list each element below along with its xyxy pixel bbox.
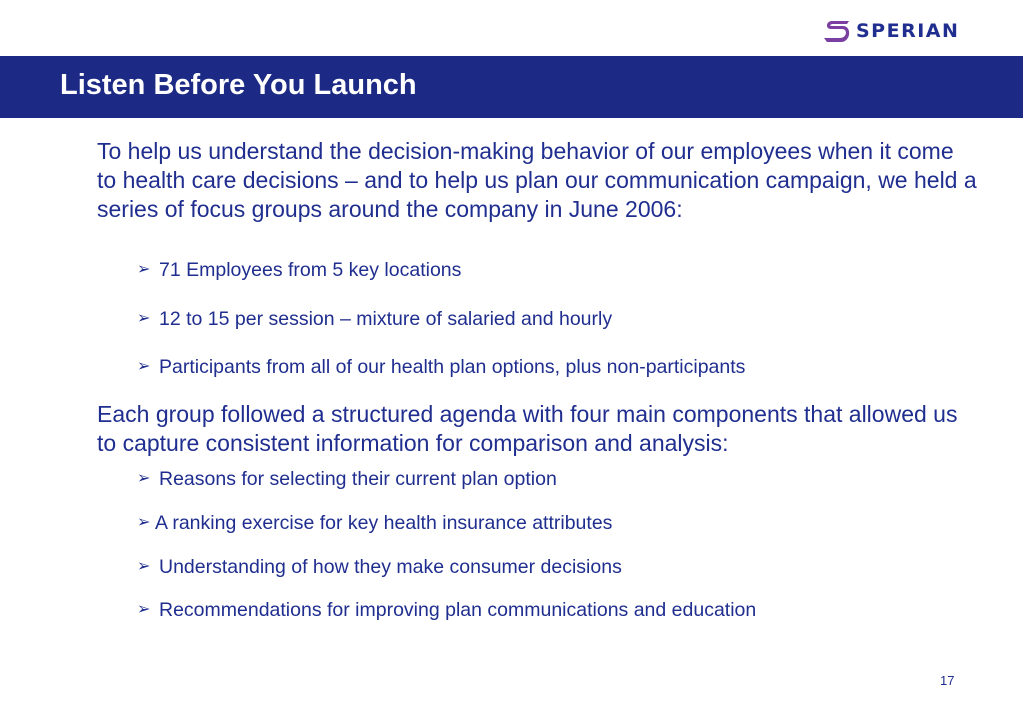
sperian-logo-text: SPERIAN [856, 20, 960, 42]
bullet-item [137, 355, 745, 379]
bullet-item [137, 307, 612, 331]
arrow-bullet-icon: ➢ [137, 601, 151, 618]
slide-title: Listen Before You Launch [60, 69, 417, 101]
arrow-bullet-icon: ➢ [137, 470, 151, 487]
bullet-text: Reasons for selecting their current plan option [159, 468, 557, 490]
arrow-bullet-icon: ➢ [137, 261, 151, 278]
arrow-bullet-icon: ➢ [137, 310, 151, 327]
bullet-text: Recommendations for improving plan communications and education [159, 599, 757, 621]
bullet-text: 71 Employees from 5 key locations [159, 259, 462, 281]
agenda-paragraph: Each group followed a structured agenda with four main components that allowed us to capture consistent information for comparison and analysis: [97, 401, 958, 456]
bullet-item [137, 598, 756, 622]
arrow-bullet-icon: ➢ [137, 558, 151, 575]
arrow-bullet-icon: ➢ [137, 514, 151, 531]
bullet-item [137, 258, 461, 282]
title-bar [0, 56, 1023, 118]
bullet-text: A ranking exercise for key health insurance attributes [155, 512, 613, 534]
bullet-text: 12 to 15 per session – mixture of salaried and hourly [159, 308, 613, 330]
bullet-text: Participants from all of our health plan options, plus non-participants [159, 356, 746, 378]
bullet-item [137, 511, 612, 535]
bullet-text: Understanding of how they make consumer decisions [159, 556, 622, 578]
arrow-bullet-icon: ➢ [137, 358, 151, 375]
sperian-logo-mark-icon [822, 17, 852, 45]
bullet-item [137, 467, 557, 491]
sperian-logo [822, 14, 959, 48]
page-number: 17 [940, 673, 955, 688]
bullet-item [137, 555, 622, 579]
intro-paragraph: To help us understand the decision-making behavior of our employees when it come to health care decisions – and to help us plan our communication campaign, we held a series of focus groups around the company in June 2006: [97, 138, 977, 222]
